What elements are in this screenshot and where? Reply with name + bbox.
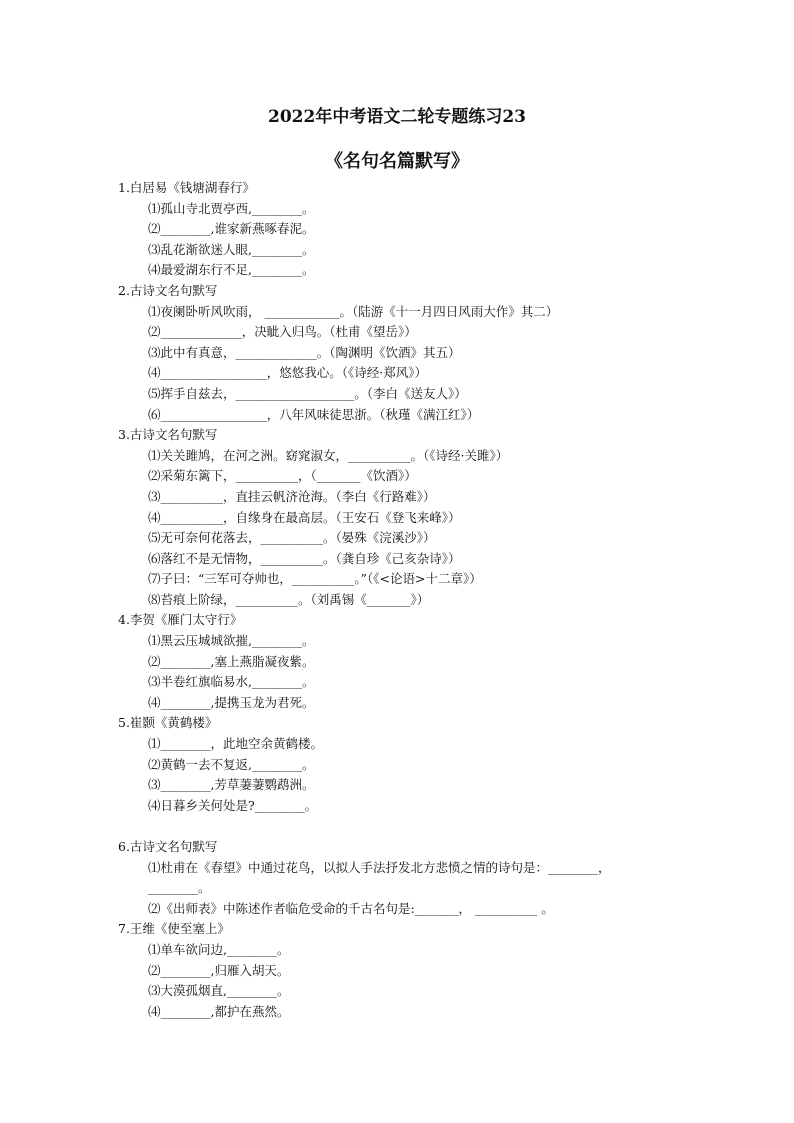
question-section-5 xyxy=(118,713,778,816)
question-section-1 xyxy=(118,178,778,281)
question-item: ⑷________,都护在燕然。 xyxy=(148,1003,290,1019)
question-item: ⑵《出师表》中陈述作者临危受命的千古名句是:_______， __________ 。 xyxy=(148,900,554,916)
section-title: 4.李贺《雁门太守行》 xyxy=(118,612,243,628)
question-item: ⑷_________________，悠悠我心。（《诗经·郑风》） xyxy=(148,365,427,381)
question-item: ⑸挥手自兹去，___________________。（李白《送友人》） xyxy=(148,385,467,401)
question-item: ⑺子曰：“三军可夺帅也，__________。”（《<论语>十二章》） xyxy=(148,571,482,587)
question-item: ⑻苔痕上阶绿，__________。（刘禹锡《_______》） xyxy=(148,591,430,607)
question-item: ⑵________,谁家新燕啄春泥。 xyxy=(148,221,315,237)
question-item: ⑶此中有真意，_____________。（陶渊明《饮酒》其五） xyxy=(148,344,461,360)
question-item: ⑶________,芳草萋萋鹦鹉洲。 xyxy=(148,777,315,793)
question-item: ⑴单车欲问边,________。 xyxy=(148,941,290,957)
question-section-6 xyxy=(118,837,778,919)
question-item: ⑴关关雎鸠，在河之洲。窈窕淑女，__________。（《诗经·关雎》） xyxy=(148,447,509,463)
section-title: 2.古诗文名句默写 xyxy=(118,282,218,298)
section-title: 5.崔颢《黄鹤楼》 xyxy=(118,715,218,731)
question-item: ⑴________，此地空余黄鹤楼。 xyxy=(148,736,324,752)
question-item: ⑹_________________，八年风味徒思浙。（秋瑾《满江红》） xyxy=(148,406,480,422)
section-spacer xyxy=(118,816,778,837)
page-title: 2022年中考语文二轮专题练习23 xyxy=(268,107,526,127)
section-title: 7.王维《使至塞上》 xyxy=(118,921,230,937)
question-item: ⑵________,归雁入胡天。 xyxy=(148,962,290,978)
question-section-2 xyxy=(118,281,778,425)
question-item: ⑶半卷红旗临易水,________。 xyxy=(148,674,315,690)
question-item: ⑶大漠孤烟直,________。 xyxy=(148,983,290,999)
question-section-4 xyxy=(118,610,778,713)
section-title: 3.古诗文名句默写 xyxy=(118,427,218,443)
question-item: ⑵_____________，决眦入归鸟。（杜甫《望岳》） xyxy=(148,324,417,340)
question-item: ⑷________,提携玉龙为君死。 xyxy=(148,694,315,710)
question-item: ⑷日暮乡关何处是?________。 xyxy=(148,797,318,813)
question-item: ⑶__________，直挂云帆济沧海。（李白《行路难》） xyxy=(148,488,436,504)
question-item: ⑶乱花渐欲迷人眼,________。 xyxy=(148,241,315,257)
questions xyxy=(118,178,778,1022)
question-item: ⑴黑云压城城欲摧,________。 xyxy=(148,633,315,649)
question-item-continuation: ________。 xyxy=(148,880,211,896)
section-title: 1.白居易《钱塘湖春行》 xyxy=(118,180,255,195)
section-title: 6.古诗文名句默写 xyxy=(118,839,218,854)
question-section-3 xyxy=(118,425,778,610)
question-item: ⑵采菊东篱下，__________，（_______《饮酒》） xyxy=(148,468,417,484)
question-item: ⑵________,塞上燕脂凝夜紫。 xyxy=(148,653,315,669)
question-item: ⑸无可奈何花落去，__________。（晏殊《浣溪沙》） xyxy=(148,530,436,546)
page-subtitle: 《名句名篇默写》 xyxy=(325,151,469,172)
question-item: ⑴孤山寺北贾亭西,________。 xyxy=(148,200,315,216)
question-item: ⑷最爱湖东行不足,________。 xyxy=(148,262,315,278)
question-item: ⑹落红不是无情物，__________。（龚自珍《己亥杂诗》） xyxy=(148,550,461,566)
question-item: ⑴夜阑卧听风吹雨， ____________。（陆游《十一月四日风雨大作》其二） xyxy=(148,303,559,319)
question-item: ⑷__________，自缘身在最高层。（王安石《登飞来峰》） xyxy=(148,509,461,525)
question-item-line: ⑴杜甫在《春望》中通过花鸟，以拟人手法抒发北方悲愤之情的诗句是：________， xyxy=(148,859,611,875)
question-item: ⑵黄鹤一去不复返,________。 xyxy=(148,756,315,772)
question-section-7 xyxy=(118,919,778,1022)
